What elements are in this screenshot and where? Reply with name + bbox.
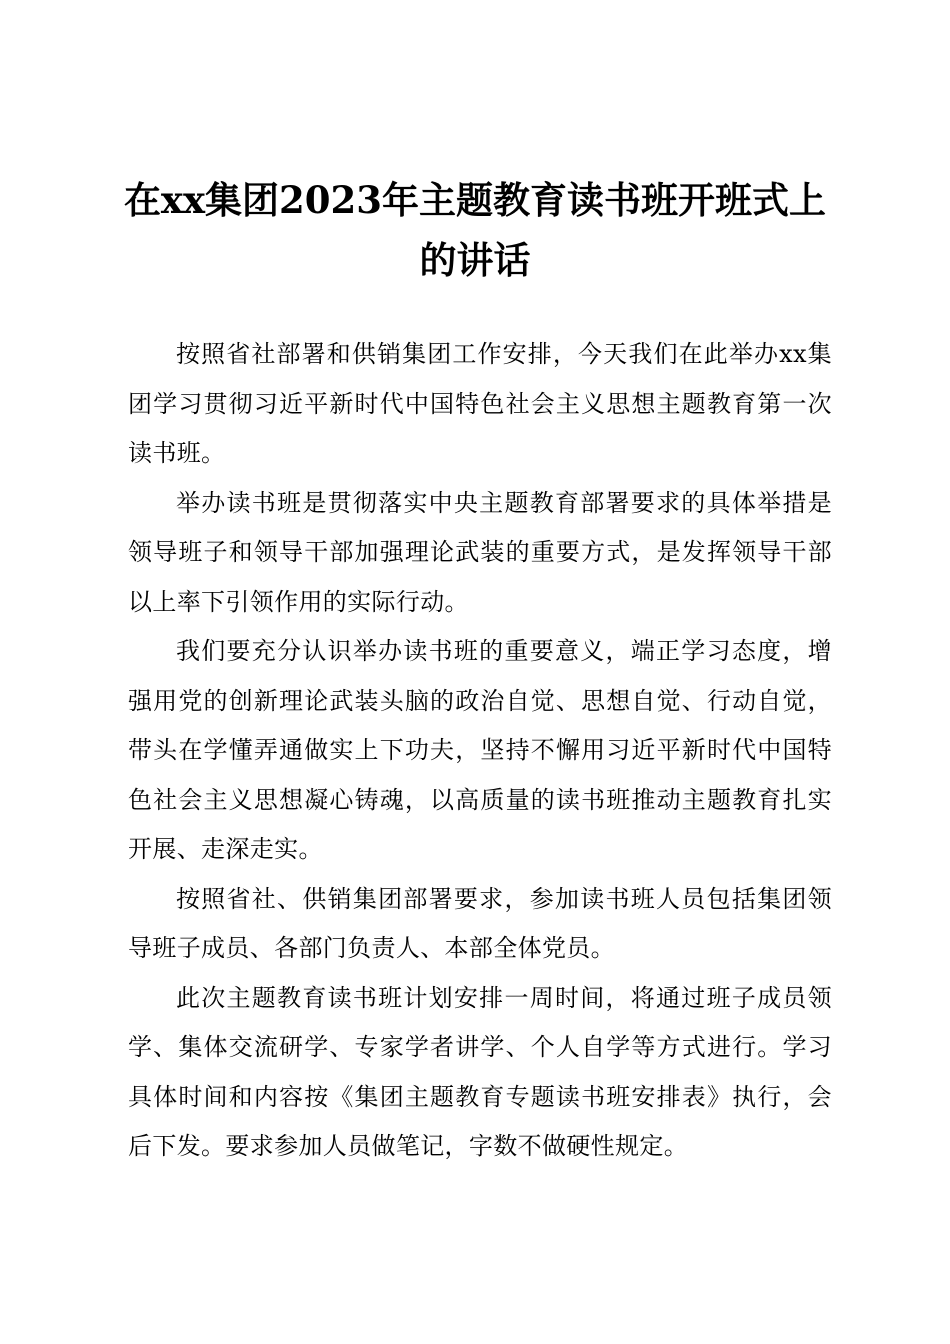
document-title: 在xx集团2023年主题教育读书班开班式上的讲话 xyxy=(123,178,827,282)
paragraph: 举办读书班是贯彻落实中央主题教育部署要求的具体举措是领导班子和领导干部加强理论武装的重要方式，是发挥领导干部以上率下引领作用的实际行动。 xyxy=(128,488,832,616)
paragraph: 按照省社部署和供销集团工作安排，今天我们在此举办xx集团学习贯彻习近平新时代中国特色社会主义思想主题教育第一次读书班。 xyxy=(128,340,832,467)
document-body xyxy=(128,330,832,1172)
paragraph: 我们要充分认识举办读书班的重要意义，端正学习态度，增强用党的创新理论武装头脑的政治自觉、思想自觉、行动自觉，带头在学懂弄通做实上下功夫，坚持不懈用习近平新时代中国特色社会主义思想凝心铸魂，以高质量的读书班推动主题教育扎实开展、走深走实。 xyxy=(128,637,832,863)
paragraph: 按照省社、供销集团部署要求，参加读书班人员包括集团领导班子成员、各部门负责人、本部全体党员。 xyxy=(128,884,832,962)
paragraph: 此次主题教育读书班计划安排一周时间，将通过班子成员领学、集体交流研学、专家学者讲学、个人自学等方式进行。学习具体时间和内容按《集团主题教育专题读书班安排表》执行，会后下发。要求参加人员做笔记，字数不做硬性规定。 xyxy=(128,983,832,1160)
